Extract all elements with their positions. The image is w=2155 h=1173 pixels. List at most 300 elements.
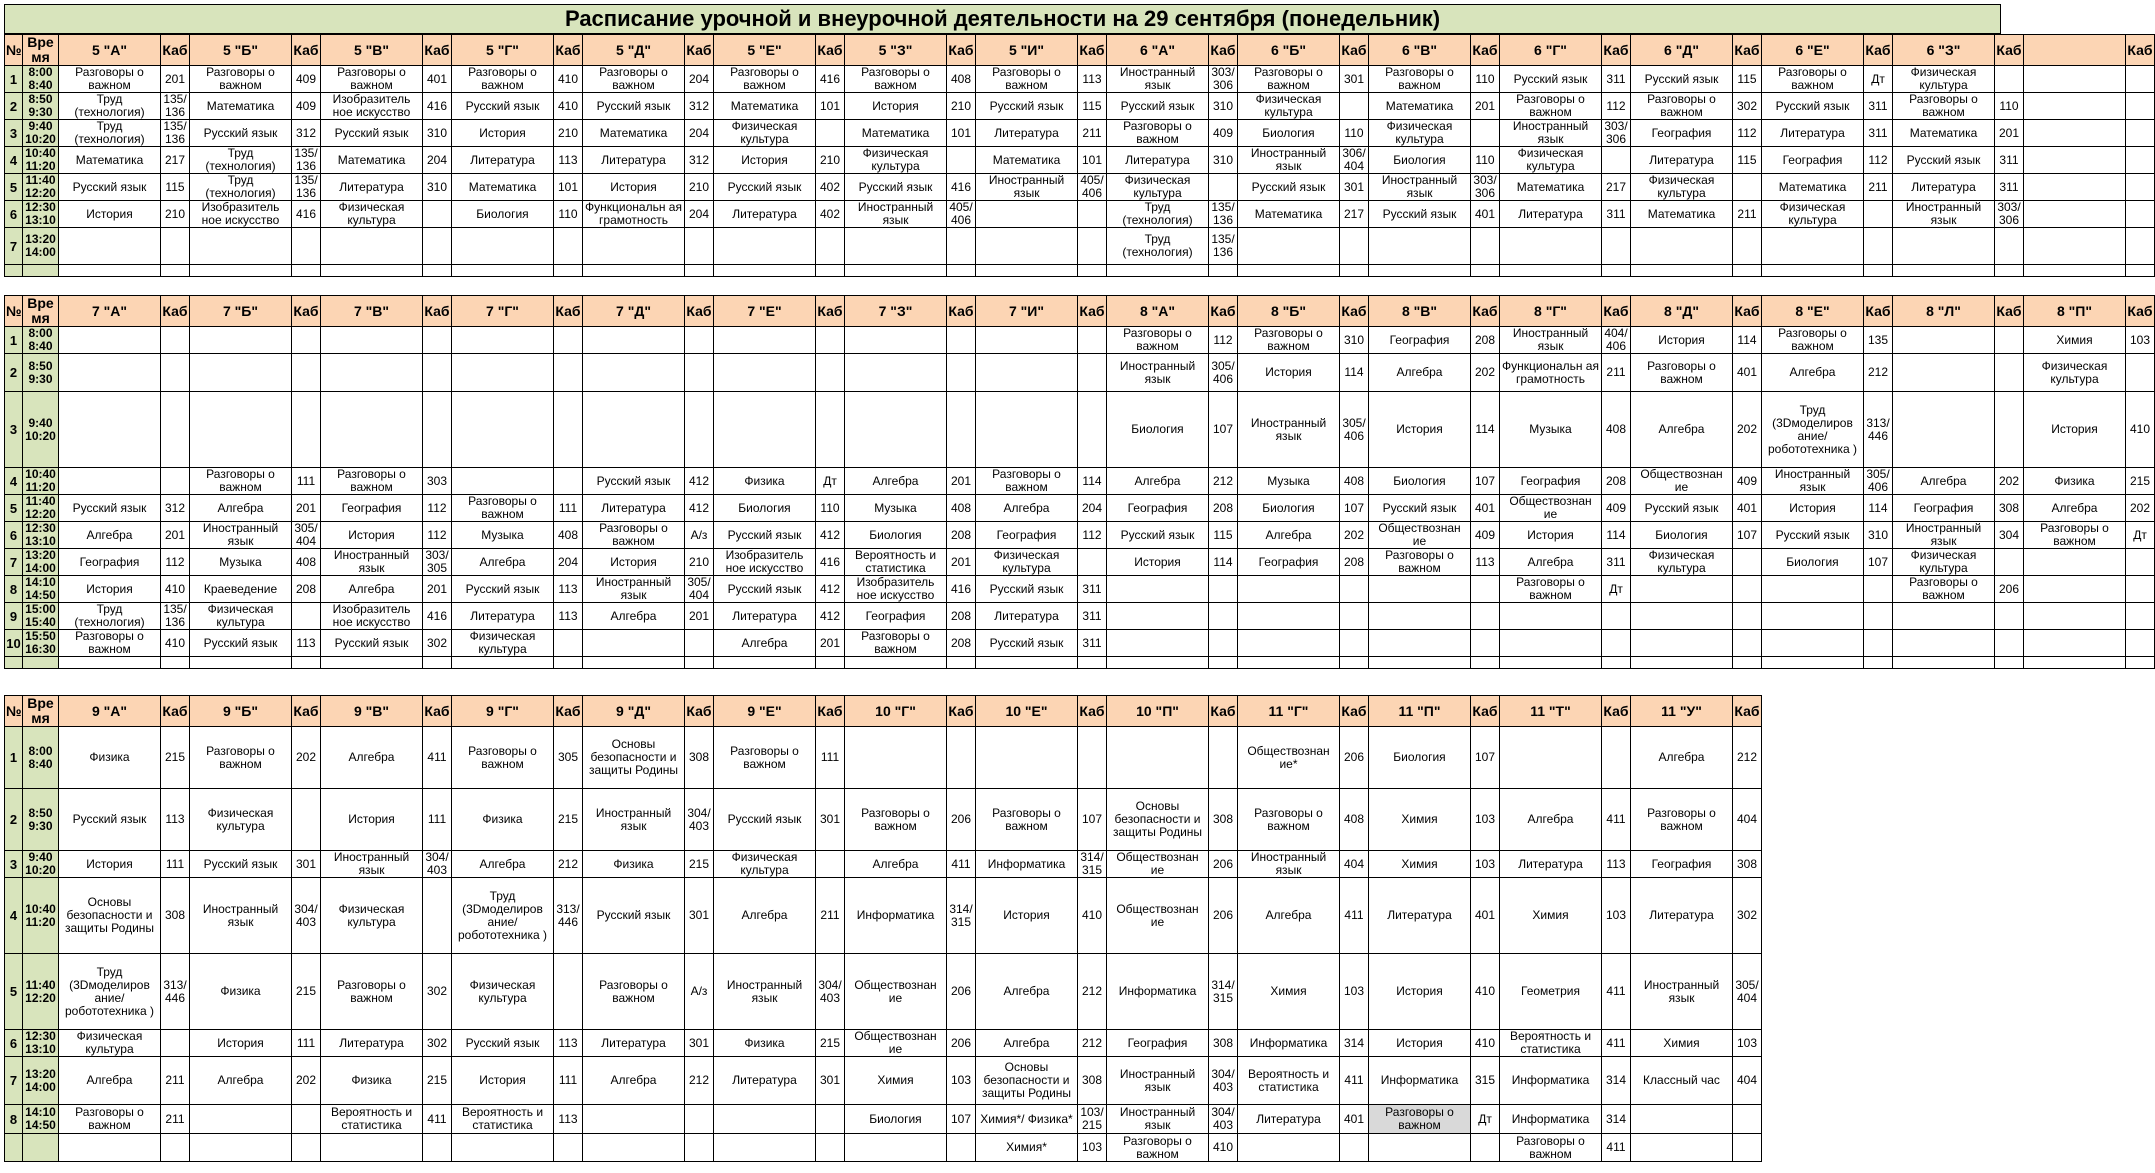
subject-cell: Биология — [1369, 468, 1471, 495]
blank-cell — [947, 265, 976, 277]
lesson-row — [5, 327, 2155, 354]
room-cell: 401 — [1340, 1105, 1369, 1134]
subject-cell: Разговоры о важном — [59, 630, 161, 657]
subject-cell: Информатика — [1500, 1057, 1602, 1105]
subject-cell: Вероятность и статистика — [845, 549, 947, 576]
room-cell: 107 — [1340, 495, 1369, 522]
room-cell: 204 — [1078, 495, 1107, 522]
room-header: Каб — [1995, 35, 2024, 66]
room-cell — [1078, 392, 1107, 468]
room-header: Каб — [2126, 35, 2155, 66]
subject-cell: География — [1631, 851, 1733, 878]
room-header: Каб — [292, 696, 321, 727]
room-cell: 208 — [1340, 549, 1369, 576]
subject-cell: История — [1369, 954, 1471, 1030]
room-cell: 401 — [1471, 201, 1500, 228]
class-header: 7 "Б" — [190, 296, 292, 327]
blank-cell — [1893, 265, 1995, 277]
subject-cell: История — [583, 174, 685, 201]
subject-cell: Алгебра — [1369, 354, 1471, 392]
room-cell: 101 — [1078, 147, 1107, 174]
room-header: Каб — [161, 296, 190, 327]
room-cell: 303/ 305 — [423, 549, 452, 576]
lesson-row — [5, 1057, 1762, 1105]
lesson-time: 8:00 8:40 — [23, 327, 59, 354]
room-cell: 401 — [1733, 354, 1762, 392]
room-cell — [816, 392, 845, 468]
class-header: 8 "Е" — [1762, 296, 1864, 327]
class-header — [2024, 35, 2126, 66]
subject-cell — [583, 392, 685, 468]
subject-cell: Классный час — [1631, 1057, 1733, 1105]
lesson-row — [5, 522, 2155, 549]
room-cell: 313/ 446 — [161, 954, 190, 1030]
subject-cell — [976, 354, 1078, 392]
subject-cell: Музыка — [845, 495, 947, 522]
class-header: 9 "В" — [321, 696, 423, 727]
subject-cell — [1369, 228, 1471, 265]
room-cell — [423, 327, 452, 354]
subject-cell — [2024, 93, 2126, 120]
subject-cell: Алгебра — [452, 549, 554, 576]
room-cell: 206 — [947, 954, 976, 1030]
lesson-row — [5, 727, 1762, 789]
subject-cell: Физическая культура — [1369, 120, 1471, 147]
lesson-row — [5, 603, 2155, 630]
room-cell: 311 — [1602, 66, 1631, 93]
blank-cell — [2024, 657, 2126, 669]
blank-cell — [845, 265, 947, 277]
subject-cell: Физическая культура — [321, 878, 423, 954]
room-cell: 411 — [1602, 1134, 1631, 1162]
room-cell — [947, 327, 976, 354]
room-cell: 215 — [554, 789, 583, 851]
lesson-row — [5, 174, 2155, 201]
room-cell: 111 — [161, 851, 190, 878]
schedule-block — [4, 295, 2155, 669]
room-header: Каб — [1602, 696, 1631, 727]
subject-cell — [1500, 603, 1602, 630]
class-header: 6 "А" — [1107, 35, 1209, 66]
lesson-row — [5, 392, 2155, 468]
blank-cell — [583, 657, 685, 669]
room-cell: 304/ 403 — [685, 789, 714, 851]
room-cell: 112 — [423, 495, 452, 522]
subject-cell: Разговоры о важном — [714, 66, 816, 93]
subject-cell: Разговоры о важном — [1762, 327, 1864, 354]
subject-cell — [1107, 576, 1209, 603]
subject-cell: Алгебра — [321, 576, 423, 603]
subject-cell: География — [1893, 495, 1995, 522]
subject-cell: Разговоры о важном — [190, 66, 292, 93]
room-cell: 204 — [685, 120, 714, 147]
subject-cell: Труд (технология) — [59, 93, 161, 120]
room-cell — [2126, 174, 2155, 201]
room-cell: 215 — [816, 1030, 845, 1057]
subject-cell: Разговоры о важном — [2024, 522, 2126, 549]
room-cell — [1340, 93, 1369, 120]
room-cell: 206 — [1209, 878, 1238, 954]
subject-cell: Математика — [452, 174, 554, 201]
subject-cell — [2024, 174, 2126, 201]
subject-cell: Математика — [1893, 120, 1995, 147]
room-cell: 112 — [1733, 120, 1762, 147]
subject-cell: Разговоры о важном — [714, 727, 816, 789]
room-cell: 314/ 315 — [1078, 851, 1107, 878]
room-cell: 206 — [947, 1030, 976, 1057]
subject-cell: Физическая культура — [845, 147, 947, 174]
subject-cell — [714, 228, 816, 265]
subject-cell — [845, 354, 947, 392]
room-cell: 410 — [554, 66, 583, 93]
subject-cell — [1631, 630, 1733, 657]
lesson-row — [5, 120, 2155, 147]
subject-cell: Изобразитель ное искусство — [714, 549, 816, 576]
room-cell: 310 — [1209, 93, 1238, 120]
blank-cell — [1209, 265, 1238, 277]
class-header: 8 "Л" — [1893, 296, 1995, 327]
subject-cell: Обществознан ие — [1500, 495, 1602, 522]
room-header: Каб — [1995, 296, 2024, 327]
subject-cell: Алгебра — [714, 630, 816, 657]
room-cell — [423, 354, 452, 392]
blank-cell — [1340, 657, 1369, 669]
room-cell — [554, 630, 583, 657]
room-header: Каб — [423, 696, 452, 727]
blank-cell — [1369, 265, 1471, 277]
room-cell: 101 — [816, 93, 845, 120]
subject-cell: Химия — [1631, 1030, 1733, 1057]
subject-cell: Разговоры о важном — [452, 727, 554, 789]
blank-cell — [714, 265, 816, 277]
subject-cell: Русский язык — [1762, 522, 1864, 549]
subject-cell — [1631, 228, 1733, 265]
room-cell — [161, 1134, 190, 1162]
room-cell: 311 — [1864, 120, 1893, 147]
room-cell — [1864, 201, 1893, 228]
subject-cell: Биология — [845, 1105, 947, 1134]
blank-cell — [845, 657, 947, 669]
subject-cell: География — [1631, 120, 1733, 147]
blank-cell — [2126, 657, 2155, 669]
lesson-number: 9 — [5, 603, 23, 630]
subject-cell: География — [1107, 495, 1209, 522]
subject-cell: Русский язык — [1107, 522, 1209, 549]
room-cell — [816, 1134, 845, 1162]
subject-cell: Математика — [1631, 201, 1733, 228]
subject-cell — [452, 1134, 554, 1162]
room-cell: Дт — [1864, 66, 1893, 93]
lesson-time: 14:10 14:50 — [23, 1105, 59, 1134]
room-header: Каб — [1864, 296, 1893, 327]
blank-cell — [23, 657, 59, 669]
room-cell — [1340, 576, 1369, 603]
subject-cell: Иностранный язык — [1107, 66, 1209, 93]
room-cell: 107 — [1078, 789, 1107, 851]
subject-cell: Физическая культура — [1500, 147, 1602, 174]
subject-cell — [452, 327, 554, 354]
lesson-row — [5, 93, 2155, 120]
subject-cell: Разговоры о важном — [190, 468, 292, 495]
room-cell: 208 — [947, 603, 976, 630]
subject-cell — [1762, 603, 1864, 630]
subject-cell: Русский язык — [583, 878, 685, 954]
blank-cell — [1238, 265, 1340, 277]
room-cell — [1733, 576, 1762, 603]
lesson-row — [5, 201, 2155, 228]
subject-cell: Математика — [583, 120, 685, 147]
blank-cell — [2126, 265, 2155, 277]
room-cell — [292, 228, 321, 265]
subject-cell: Вероятность и статистика — [321, 1105, 423, 1134]
lesson-time: 13:20 14:00 — [23, 228, 59, 265]
room-cell: 401 — [1471, 878, 1500, 954]
subject-cell — [59, 1134, 161, 1162]
room-cell: 210 — [161, 201, 190, 228]
room-cell: 112 — [161, 549, 190, 576]
subject-cell: Разговоры о важном — [1107, 120, 1209, 147]
subject-cell: Алгебра — [845, 851, 947, 878]
subject-cell: Русский язык — [714, 789, 816, 851]
subject-cell: История — [452, 1057, 554, 1105]
room-cell: 135/ 136 — [292, 174, 321, 201]
room-cell — [423, 878, 452, 954]
room-cell: 308 — [1209, 789, 1238, 851]
room-cell: 111 — [292, 1030, 321, 1057]
room-cell: 215 — [685, 851, 714, 878]
room-cell: 135/ 136 — [161, 120, 190, 147]
subject-cell: Иностранный язык — [1893, 201, 1995, 228]
room-cell: 135/ 136 — [161, 603, 190, 630]
subject-cell: Химия — [845, 1057, 947, 1105]
room-cell: 201 — [161, 522, 190, 549]
subject-cell — [1762, 630, 1864, 657]
subject-cell: Физическая культура — [190, 789, 292, 851]
subject-cell: Математика — [1238, 201, 1340, 228]
subject-cell: История — [1762, 495, 1864, 522]
room-cell — [1733, 174, 1762, 201]
room-cell: 311 — [1078, 603, 1107, 630]
subject-cell: Разговоры о важном — [1369, 66, 1471, 93]
subject-cell: Разговоры о важном — [1500, 576, 1602, 603]
room-cell: 110 — [1471, 66, 1500, 93]
lesson-row — [5, 576, 2155, 603]
room-cell: 408 — [947, 495, 976, 522]
subject-cell: Разговоры о важном — [1238, 789, 1340, 851]
room-header: Каб — [816, 35, 845, 66]
subject-cell: География — [1369, 327, 1471, 354]
room-cell: 416 — [423, 603, 452, 630]
subject-cell: Разговоры о важном — [321, 954, 423, 1030]
room-cell: 303/ 306 — [1209, 66, 1238, 93]
room-cell — [1733, 1105, 1762, 1134]
lesson-time: 10:40 11:20 — [23, 878, 59, 954]
room-cell: 314 — [1340, 1030, 1369, 1057]
room-header: Каб — [1209, 296, 1238, 327]
blank-cell — [554, 657, 583, 669]
lesson-number: 6 — [5, 522, 23, 549]
subject-cell: Разговоры о важном — [321, 468, 423, 495]
subject-cell: Биология — [1631, 522, 1733, 549]
room-cell: 416 — [816, 66, 845, 93]
subject-cell: Обществознан ие — [845, 1030, 947, 1057]
room-cell: 103 — [1602, 878, 1631, 954]
room-cell — [1078, 201, 1107, 228]
subject-cell: Информатика — [1107, 954, 1209, 1030]
room-cell: А/з — [685, 954, 714, 1030]
room-cell — [1864, 228, 1893, 265]
subject-cell: Литература — [714, 201, 816, 228]
subject-cell: Обществознан ие — [1107, 851, 1209, 878]
subject-cell: Алгебра — [1893, 468, 1995, 495]
lesson-number: 5 — [5, 174, 23, 201]
room-cell: 308 — [1733, 851, 1762, 878]
subject-cell: История — [714, 147, 816, 174]
room-cell: 110 — [816, 495, 845, 522]
blank-cell — [1078, 657, 1107, 669]
lesson-number: 3 — [5, 851, 23, 878]
lesson-number: 7 — [5, 228, 23, 265]
class-header: 8 "Д" — [1631, 296, 1733, 327]
number-header: № — [5, 296, 23, 327]
subject-cell — [452, 228, 554, 265]
room-cell: 302 — [1733, 93, 1762, 120]
subject-cell: Труд (технология) — [190, 147, 292, 174]
blank-row — [5, 265, 2155, 277]
subject-cell: Физическая культура — [321, 201, 423, 228]
room-cell: 201 — [816, 630, 845, 657]
blank-cell — [1733, 657, 1762, 669]
blank-cell — [161, 657, 190, 669]
blank-cell — [190, 265, 292, 277]
blank-cell — [976, 265, 1078, 277]
room-cell — [292, 789, 321, 851]
subject-cell: Химия — [1369, 789, 1471, 851]
subject-cell: Физическая культура — [452, 954, 554, 1030]
lesson-row — [5, 878, 1762, 954]
subject-cell: Информатика — [976, 851, 1078, 878]
room-header: Каб — [947, 35, 976, 66]
subject-cell — [976, 228, 1078, 265]
room-cell — [1471, 1134, 1500, 1162]
subject-cell — [845, 727, 947, 789]
subject-cell — [1893, 327, 1995, 354]
room-cell: 305/ 406 — [1209, 354, 1238, 392]
subject-cell — [452, 354, 554, 392]
room-cell — [161, 392, 190, 468]
room-cell: 103 — [947, 1057, 976, 1105]
room-cell: 103 — [1471, 851, 1500, 878]
room-cell: 215 — [161, 727, 190, 789]
room-header: Каб — [1209, 35, 1238, 66]
class-header: 6 "Е" — [1762, 35, 1864, 66]
subject-cell: Алгебра — [59, 1057, 161, 1105]
class-header: 7 "Г" — [452, 296, 554, 327]
room-cell: 314 — [1602, 1057, 1631, 1105]
subject-cell: Литература — [1893, 174, 1995, 201]
room-cell: 208 — [1602, 468, 1631, 495]
room-cell — [554, 1134, 583, 1162]
room-header: Каб — [685, 696, 714, 727]
subject-cell: Физика — [59, 727, 161, 789]
class-header: 7 "Д" — [583, 296, 685, 327]
time-header: Время — [23, 696, 59, 727]
subject-cell: История — [59, 851, 161, 878]
subject-cell: Русский язык — [190, 120, 292, 147]
room-cell: 304/ 403 — [1209, 1057, 1238, 1105]
room-cell: 311 — [1995, 174, 2024, 201]
room-cell: 410 — [161, 630, 190, 657]
lesson-row — [5, 630, 2155, 657]
subject-cell: Русский язык — [321, 630, 423, 657]
class-header: 7 "А" — [59, 296, 161, 327]
subject-cell: Обществознан ие* — [1238, 727, 1340, 789]
lesson-time: 9:40 10:20 — [23, 120, 59, 147]
room-cell: 416 — [947, 576, 976, 603]
lesson-time: 12:30 13:10 — [23, 201, 59, 228]
room-cell: 312 — [292, 120, 321, 147]
room-cell — [1209, 630, 1238, 657]
subject-cell — [2024, 147, 2126, 174]
time-header: Время — [23, 35, 59, 66]
subject-cell — [1238, 603, 1340, 630]
room-cell — [2126, 66, 2155, 93]
room-cell — [2126, 228, 2155, 265]
subject-cell: Русский язык — [190, 851, 292, 878]
subject-cell — [321, 327, 423, 354]
room-cell — [292, 1134, 321, 1162]
lesson-time: 9:40 10:20 — [23, 392, 59, 468]
room-cell: 113 — [554, 576, 583, 603]
room-cell — [1995, 66, 2024, 93]
blank-cell — [554, 265, 583, 277]
subject-cell: Иностранный язык — [583, 576, 685, 603]
room-cell: 410 — [2126, 392, 2155, 468]
room-cell: 305/ 404 — [1733, 954, 1762, 1030]
room-cell: 410 — [1209, 1134, 1238, 1162]
blank-row — [5, 657, 2155, 669]
subject-cell: Физическая культура — [976, 549, 1078, 576]
blank-cell — [685, 657, 714, 669]
subject-cell: Русский язык — [59, 495, 161, 522]
room-cell: 410 — [1471, 954, 1500, 1030]
subject-cell: Изобразитель ное искусство — [845, 576, 947, 603]
subject-cell: Разговоры о важном — [845, 66, 947, 93]
subject-cell: Обществознан ие — [1369, 522, 1471, 549]
room-cell — [1995, 354, 2024, 392]
room-header: Каб — [554, 696, 583, 727]
class-header: 5 "Д" — [583, 35, 685, 66]
subject-cell: Изобразитель ное искусство — [321, 603, 423, 630]
lesson-time: 8:50 9:30 — [23, 354, 59, 392]
room-header: Каб — [685, 296, 714, 327]
subject-cell: Физическая культура — [190, 603, 292, 630]
room-cell — [1602, 603, 1631, 630]
subject-cell: Труд (3Dмоделиров ание/ робототехника ) — [59, 954, 161, 1030]
room-cell: 310 — [1209, 147, 1238, 174]
room-header: Каб — [1078, 35, 1107, 66]
room-cell: 404 — [1733, 1057, 1762, 1105]
room-cell: 114 — [1209, 549, 1238, 576]
class-header: 9 "Е" — [714, 696, 816, 727]
room-cell: 301 — [685, 878, 714, 954]
room-cell — [685, 392, 714, 468]
room-cell: 409 — [292, 93, 321, 120]
lesson-row — [5, 549, 2155, 576]
subject-cell — [976, 327, 1078, 354]
room-cell — [1471, 603, 1500, 630]
room-cell — [685, 354, 714, 392]
